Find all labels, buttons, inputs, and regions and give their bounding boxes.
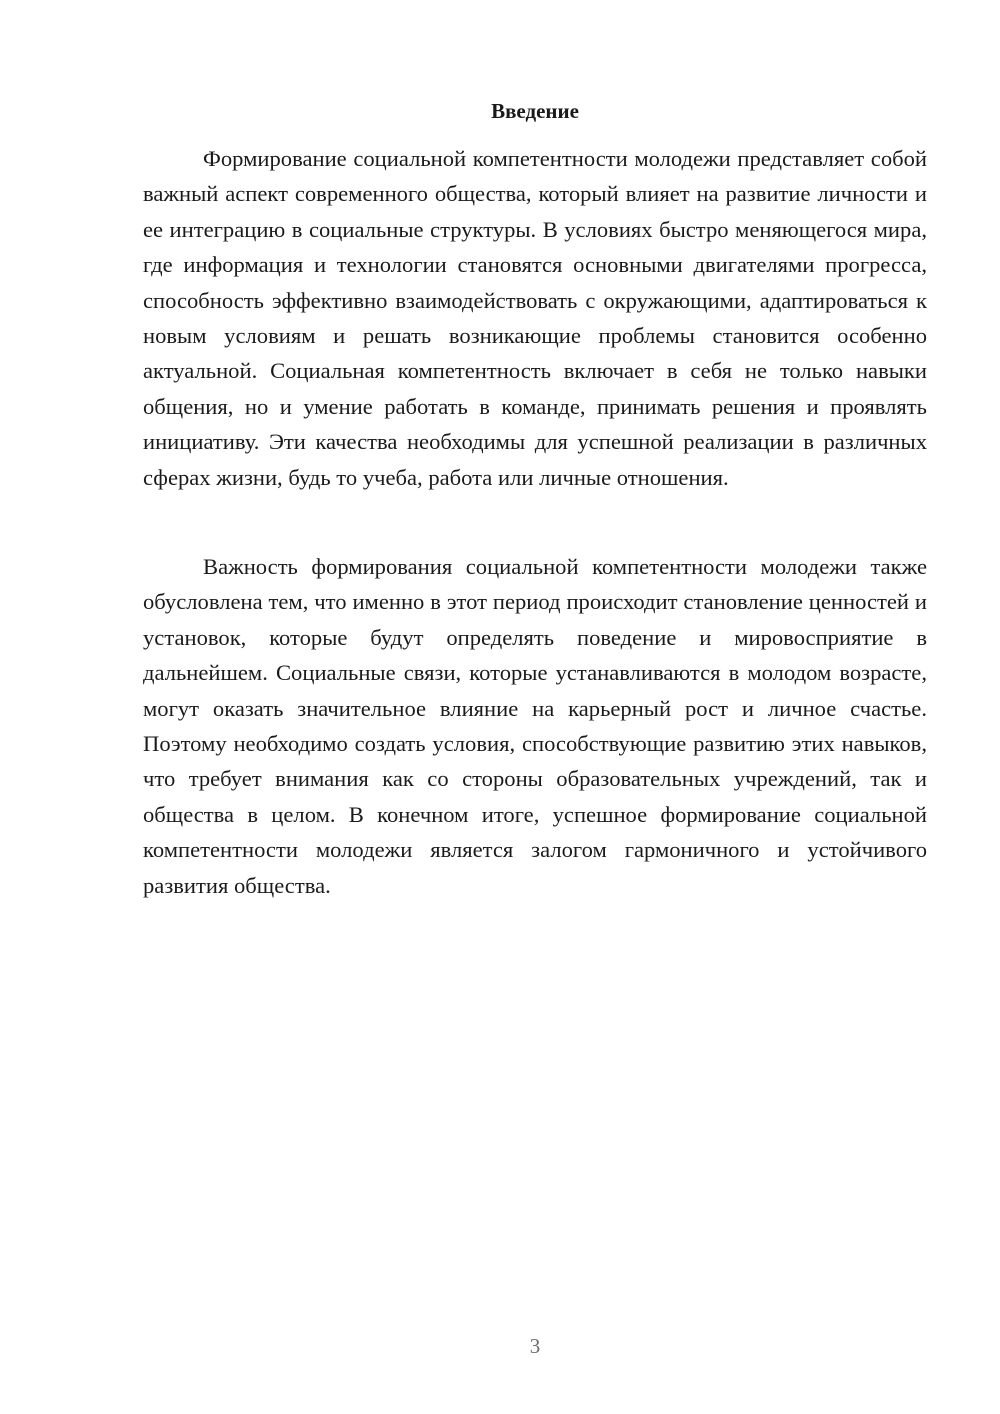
paragraph-1: Формирование социальной компетентности молодежи представляет собой важный аспект современного общества, который влияет на развитие личности и ее интеграцию в социальные структуры. В условиях быстро меняющегося мира, где информация и технологии становятся основными двигателями прогресса, способность эффективно взаимодействовать с окружающими, адаптироваться к новым условиям и решать возникающие проблемы становится особенно актуальной. Социальная компетентность включает в себя не только навыки общения, но и умение работать в команде, принимать решения и проявлять инициативу. Эти качества необходимы для успешной реализации в различных сферах жизни, будь то учеба, работа или личные отношения. [143,146,927,490]
page-number: 3 [529,1334,541,1358]
paragraph-2: Важность формирования социальной компетентности молодежи также обусловлена тем, что именно в этот период происходит становление ценностей и установок, которые будут определять поведение и мировосприятие в дальнейшем. Социальные связи, которые устанавливаются в молодом возрасте, могут оказать значительное влияние на карьерный рост и личное счастье. Поэтому необходимо создать условия, способствующие развитию этих навыков, что требует внимания как со стороны образовательных учреждений, так и общества в целом. В конечном итоге, успешное формирование социальной компетентности молодежи является залогом гармоничного и устойчивого развития общества. [143,554,927,898]
section-title: Введение [491,99,579,123]
